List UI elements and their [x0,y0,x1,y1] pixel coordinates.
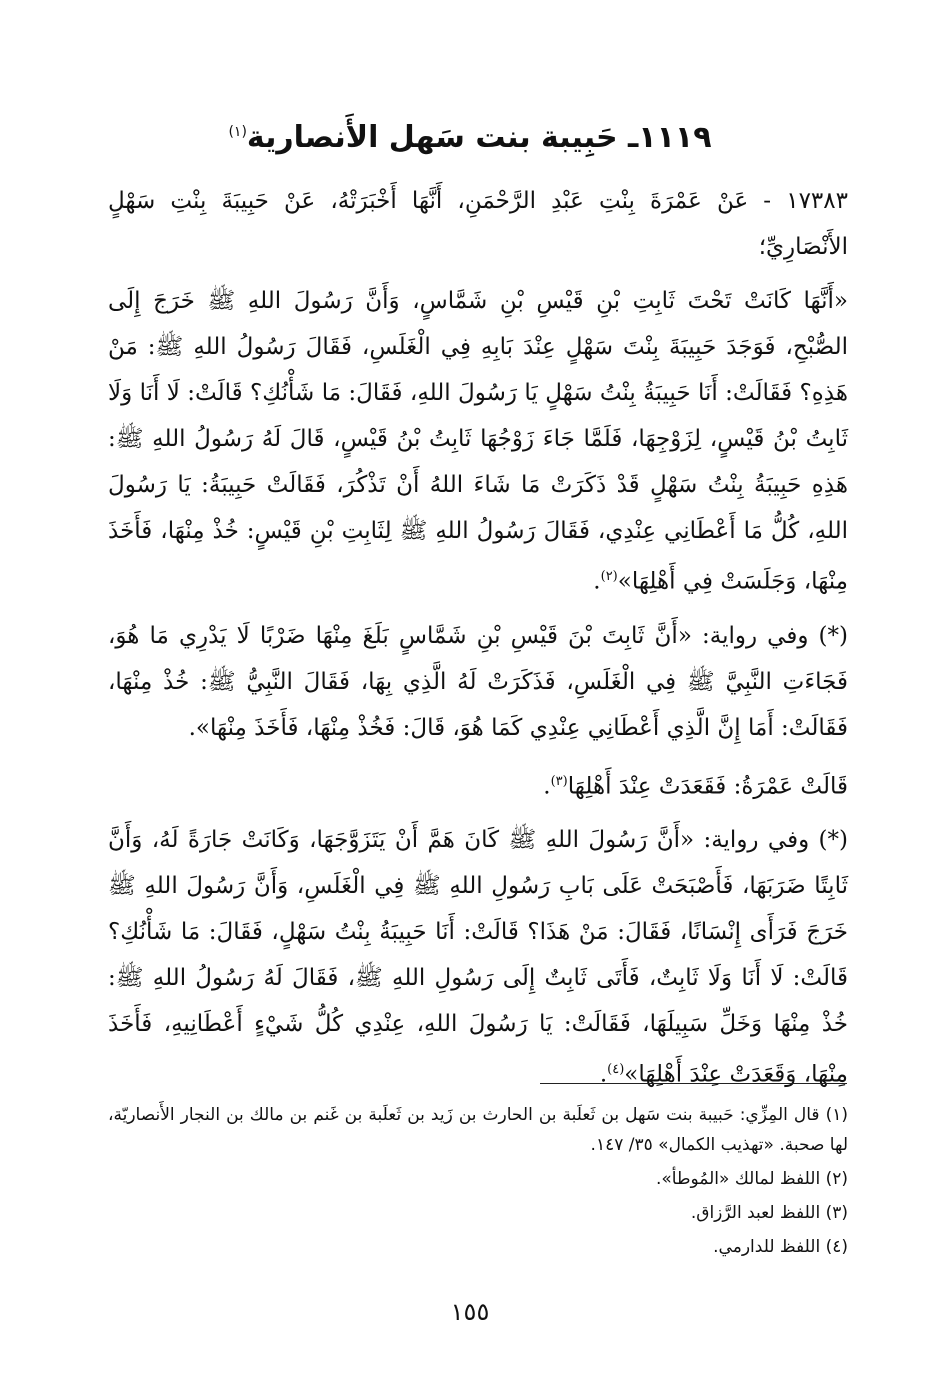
variant-narration-2: (*) وفي رواية: «أَنَّ رَسُولَ اللهِ ﷺ كَانَ هَمَّ أَنْ يَتَزَوَّجَهَا، وَكَانَتْ جَارَةً لَهُ، وَأَنَّ ثَابِتًا ضَرَبَهَا، فَأَصْبَحَتْ عَلَى بَابِ رَسُولِ اللهِ ﷺ فِي الْغَلَسِ، وَأَنَّ رَسُولَ اللهِ ﷺ خَرَجَ فَرَأَى إِنْسَانًا، فَقَالَ: مَنْ هَذَا؟ قَالَتْ: أَنَا حَبِيبَةُ بِنْتُ سَهْلٍ، فَقَالَ: مَا شَأْنُكِ؟ قَالَتْ: لَا أَنَا وَلَا ثَابِتٌ، فَأَتَى ثَابِتٌ إِلَى رَسُولِ اللهِ ﷺ، فَقَالَ لَهُ رَسُولُ اللهِ ﷺ: خُذْ مِنْهَا وَخَلِّ سَبِيلَهَا، فَقَالَتْ: يَا رَسُولَ اللهِ، عِنْدِي كُلُّ شَيْءٍ أَعْطَانِيهِ، فَأَخَذَ مِنْهَا، وَقَعَدَتْ عِنْدَ أَهْلِهَا»$^{(٤)}$. [108,827,848,1088]
heading-footnote-marker: (١) [228,124,247,141]
hadith-isnad: ١٧٣٨٣ - عَنْ عَمْرَةَ بِنْتِ عَبْدِ الرَّحْمَنِ، أَنَّهَا أَخْبَرَتْهُ، عَنْ حَبِيبَةَ بِنْتِ سَهْلٍ الأَنْصَارِيِّ؛ [108,188,848,260]
footnote-3: (٣) اللفظ لعبد الرَّزاق. [690,1203,848,1223]
amra-statement-text: قَالَتْ عَمْرَةُ: فَقَعَدَتْ عِنْدَ أَهْلِهَا [567,773,848,800]
variant-narration-1: (*) وفي رواية: «أَنَّ ثَابِتَ بْنَ قَيْسِ بْنِ شَمَّاسٍ بَلَغَ مِنْهَا ضَرْبًا لَا يَدْرِي مَا هُوَ، فَجَاءَتِ النَّبِيَّ ﷺ فِي الْغَلَسِ، فَذَكَرَتْ لَهُ الَّذِي بِهَا، فَقَالَ النَّبِيُّ ﷺ: خُذْ مِنْهَا، فَقَالَتْ: أَمَا إِنَّ الَّذِي أَعْطَانِي عِنْدِي كَمَا هُوَ، قَالَ: فَخُذْ مِنْهَا، فَأَخَذَ مِنْهَا». [108,622,848,741]
entry-heading [90,120,850,155]
footnote-marker-4: (٤) [607,1062,625,1078]
footnote-marker-2: (٢) [600,569,618,584]
hadith-matn-text: «أَنَّهَا كَانَتْ تَحْتَ ثَابِتِ بْنِ قَيْسِ بْنِ شَمَّاسٍ، وَأَنَّ رَسُولَ اللهِ ﷺ خَرَجَ إِلَى الصُّبْحِ، فَوَجَدَ حَبِيبَةَ بِنْتَ سَهْلٍ عِنْدَ بَابِهِ فِي الْغَلَسِ، فَقَالَ رَسُولُ اللهِ ﷺ: مَنْ هَذِهِ؟ فَقَالَتْ: أَنَا حَبِيبَةُ بِنْتُ سَهْلٍ يَا رَسُولَ اللهِ، فَقَالَ: مَا شَأْنُكِ؟ قَالَتْ: لَا أَنَا وَلَا ثَابِتُ بْنُ قَيْسٍ، لِزَوْجِهَا، فَلَمَّا جَاءَ زَوْجُهَا ثَابِتُ بْنُ قَيْسٍ، قَالَ لَهُ رَسُولُ اللهِ ﷺ: هَذِهِ حَبِيبَةُ بِنْتُ سَهْلٍ قَدْ ذَكَرَتْ مَا شَاءَ اللهُ أَنْ تَذْكُرَ، فَقَالَتْ حَبِيبَةُ: يَا رَسُولَ اللهِ، كُلُّ مَا أَعْطَانِي عِنْدِي، فَقَالَ رَسُولُ اللهِ ﷺ لِثَابِتِ بْنِ قَيْسٍ: خُذْ مِنْهَا، فَأَخَذَ مِنْهَا، وَجَلَسَتْ فِي أَهْلِهَا» [108,288,848,595]
amra-statement: قَالَتْ عَمْرَةُ: فَقَعَدَتْ عِنْدَ أَهْلِهَا$^{(٣)}$. [543,773,848,800]
hadith-body [108,178,848,1106]
hadith-matn: «أَنَّهَا كَانَتْ تَحْتَ ثَابِتِ بْنِ قَيْسِ بْنِ شَمَّاسٍ، وَأَنَّ رَسُولَ اللهِ ﷺ خَرَجَ إِلَى الصُّبْحِ، فَوَجَدَ حَبِيبَةَ بِنْتَ سَهْلٍ عِنْدَ بَابِهِ فِي الْغَلَسِ، فَقَالَ رَسُولُ اللهِ ﷺ: مَنْ هَذِهِ؟ فَقَالَتْ: أَنَا حَبِيبَةُ بِنْتُ سَهْلٍ يَا رَسُولَ اللهِ، فَقَالَ: مَا شَأْنُكِ؟ قَالَتْ: لَا أَنَا وَلَا ثَابِتُ بْنُ قَيْسٍ، لِزَوْجِهَا، فَلَمَّا جَاءَ زَوْجُهَا ثَابِتُ بْنُ قَيْسٍ، قَالَ لَهُ رَسُولُ اللهِ ﷺ: هَذِهِ حَبِيبَةُ بِنْتُ سَهْلٍ قَدْ ذَكَرَتْ مَا شَاءَ اللهُ أَنْ تَذْكُرَ، فَقَالَتْ حَبِيبَةُ: يَا رَسُولَ اللهِ، كُلُّ مَا أَعْطَانِي عِنْدِي، فَقَالَ رَسُولُ اللهِ ﷺ لِثَابِتِ بْنِ قَيْسٍ: خُذْ مِنْهَا، فَأَخَذَ مِنْهَا، وَجَلَسَتْ فِي أَهْلِهَا»$^{(٢)}$. [108,288,848,595]
page-number: ١٥٥ [450,1298,490,1326]
footnote-4: (٤) اللفظ للدارمي. [713,1237,848,1257]
footnotes-section [108,1100,848,1266]
footnote-2: (٢) اللفظ لمالك «المُوطأ». [655,1169,848,1189]
footnote-separator [540,1083,847,1084]
heading-text: ١١١٩ـ حَبِيبة بنت سَهل الأَنصارية [246,120,712,156]
footnote-1: (١) قال المِزِّي: حَبيبة بنت سَهل بن ثَعلَبة بن الحارث بن زَيد بن ثَعلَبة بن غَنم بن مالك بن النجار الأَنصاريّة، لها صحبة. «تهذيب الكمال» ٣٥/ ١٤٧. [108,1105,848,1155]
footnote-marker-3: (٣) [550,773,568,789]
variant-narration-2-text: (*) وفي رواية: «أَنَّ رَسُولَ اللهِ ﷺ كَانَ هَمَّ أَنْ يَتَزَوَّجَهَا، وَكَانَتْ جَارَةً لَهُ، وَأَنَّ ثَابِتًا ضَرَبَهَا، فَأَصْبَحَتْ عَلَى بَابِ رَسُولِ اللهِ ﷺ فِي الْغَلَسِ، وَأَنَّ رَسُولَ اللهِ ﷺ خَرَجَ فَرَأَى إِنْسَانًا، فَقَالَ: مَنْ هَذَا؟ قَالَتْ: أَنَا حَبِيبَةُ بِنْتُ سَهْلٍ، فَقَالَ: مَا شَأْنُكِ؟ قَالَتْ: لَا أَنَا وَلَا ثَابِتٌ، فَأَتَى ثَابِتٌ إِلَى رَسُولِ اللهِ ﷺ، فَقَالَ لَهُ رَسُولُ اللهِ ﷺ: خُذْ مِنْهَا وَخَلِّ سَبِيلَهَا، فَقَالَتْ: يَا رَسُولَ اللهِ، عِنْدِي كُلُّ شَيْءٍ أَعْطَانِيهِ، فَأَخَذَ مِنْهَا، وَقَعَدَتْ عِنْدَ أَهْلِهَا» [108,827,848,1088]
